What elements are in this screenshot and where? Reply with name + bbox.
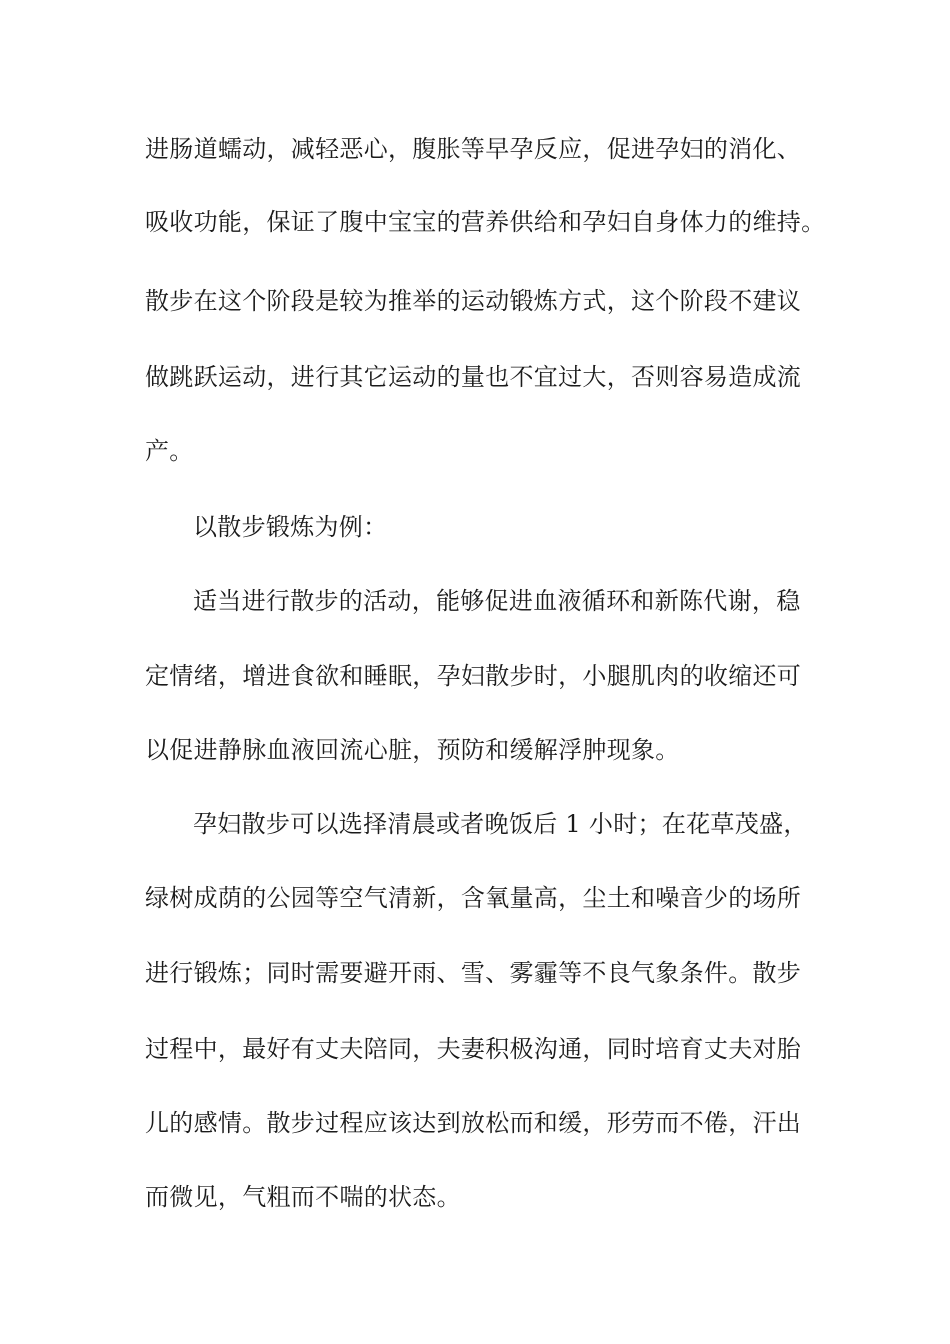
- body-text-line: 适当进行散步的活动，能够促进血液循环和新陈代谢，稳: [193, 587, 801, 615]
- body-text-line: 散步在这个阶段是较为推举的运动锻炼方式，这个阶段不建议: [145, 287, 802, 315]
- section-heading: 以散步锻炼为例：: [193, 513, 388, 541]
- body-text-line: 儿的感情。散步过程应该达到放松而和缓，形劳而不倦，汗出: [145, 1109, 802, 1137]
- body-text-line: 以促进静脉血液回流心脏，预防和缓解浮肿现象。: [145, 736, 680, 764]
- body-text-line: 绿树成荫的公园等空气清新，含氧量高，尘土和噪音少的场所: [145, 884, 802, 912]
- body-text-line: 进肠道蠕动，减轻恶心，腹胀等早孕反应，促进孕妇的消化、: [145, 135, 802, 163]
- body-text-line: 进行锻炼；同时需要避开雨、雪、雾霾等不良气象条件。散步: [145, 959, 802, 987]
- body-text-line: 做跳跃运动，进行其它运动的量也不宜过大，否则容易造成流: [145, 363, 802, 391]
- body-text-line: 吸收功能，保证了腹中宝宝的营养供给和孕妇自身体力的维持。: [145, 208, 826, 236]
- body-text-line: 孕妇散步可以选择清晨或者晚饭后 1 小时；在花草茂盛，: [193, 810, 808, 838]
- body-text-line: 而微见，气粗而不喘的状态。: [145, 1183, 461, 1211]
- body-text-line: 定情绪，增进食欲和睡眠，孕妇散步时，小腿肌肉的收缩还可: [145, 662, 802, 690]
- body-text-line: 过程中，最好有丈夫陪同，夫妻积极沟通，同时培育丈夫对胎: [145, 1035, 802, 1063]
- body-text-line: 产。: [145, 437, 194, 465]
